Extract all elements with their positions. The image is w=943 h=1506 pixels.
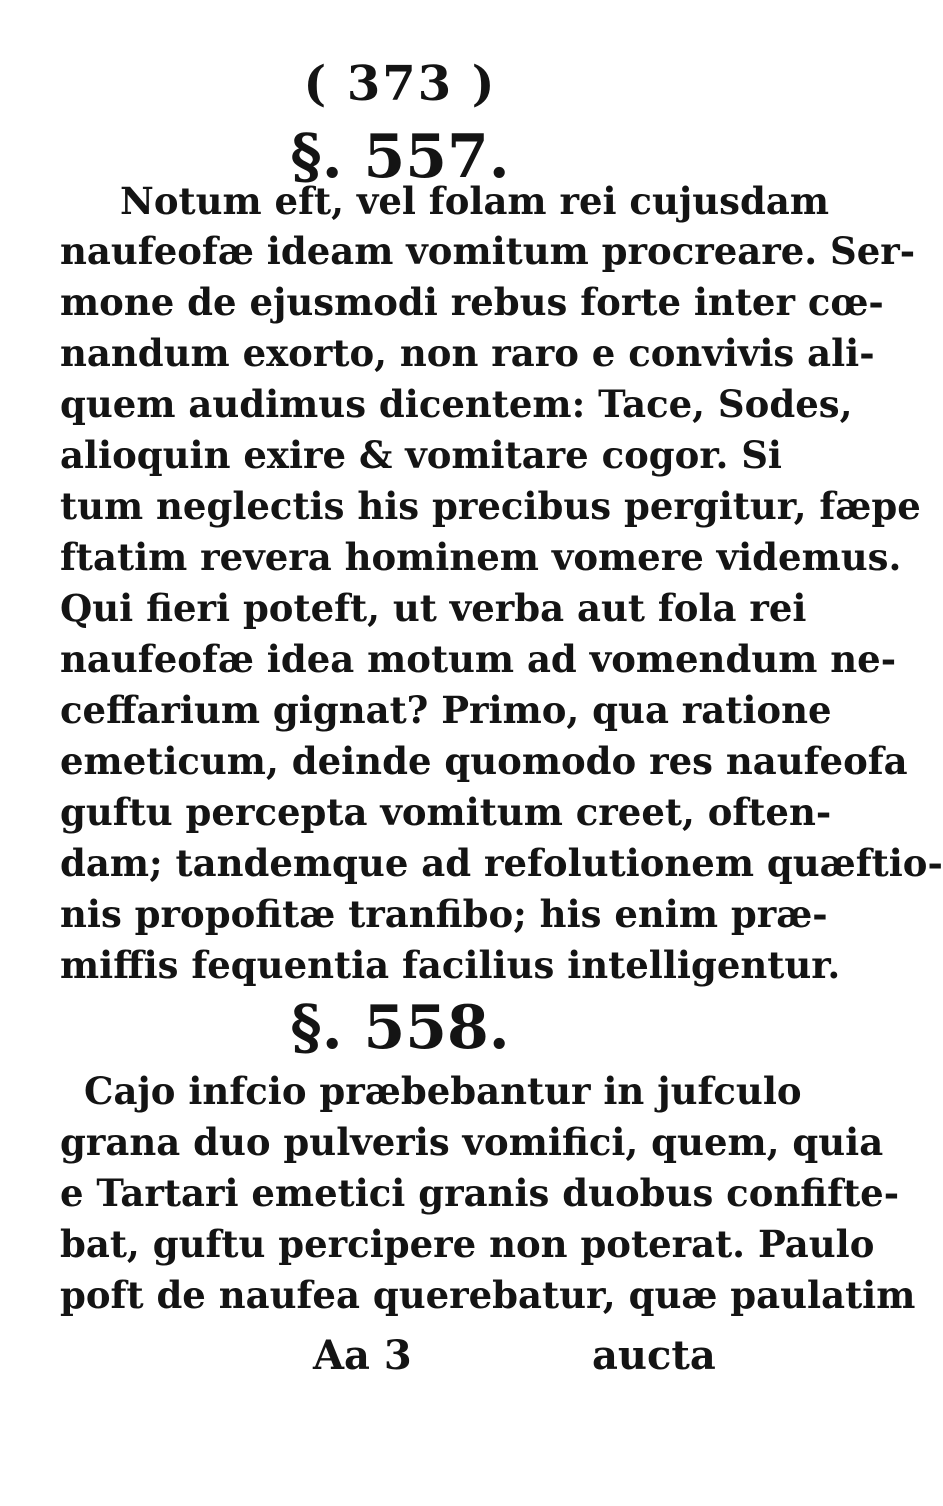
text-line: Notum eft, vel folam rei cujusdam: [120, 179, 829, 223]
text-line: grana duo pulveris vomifici, quem, quia: [60, 1120, 884, 1164]
text-line: dam; tandemque ad refolutionem quæftio-: [60, 841, 943, 885]
text-line: bat, guftu percipere non poterat. Paulo: [60, 1222, 875, 1266]
text-line: guftu percepta vomitum creet, often-: [60, 790, 832, 834]
text-line: emeticum, deinde quomodo res naufeofa: [60, 739, 908, 783]
page-number: ( 373 ): [303, 56, 497, 112]
text-line: nis propofitæ tranfibo; his enim præ-: [60, 892, 828, 936]
text-line: e Tartari emetici granis duobus confifte-: [60, 1171, 900, 1215]
text-line: nandum exorto, non raro e convivis ali-: [60, 331, 875, 375]
text-line: tum neglectis his precibus pergitur, fæpe: [60, 484, 921, 528]
text-line: alioquin exire & vomitare cogor. Si: [60, 433, 782, 477]
signature-mark: Aa 3: [313, 1332, 412, 1379]
text-line: quem audimus dicentem: Tace, Sodes,: [60, 382, 853, 426]
text-line: miffis fequentia facilius intelligentur.: [60, 943, 841, 987]
text-line: mone de ejusmodi rebus forte inter cœ-: [60, 280, 884, 324]
text-line: naufeofæ ideam vomitum procreare. Ser-: [60, 229, 916, 273]
text-line: Cajo infcio præbebantur in jufculo: [84, 1069, 802, 1113]
section-heading-557: §. 557.: [290, 122, 510, 192]
text-line: ceffarium gignat? Primo, qua ratione: [60, 688, 832, 732]
text-line: ftatim revera hominem vomere videmus.: [60, 535, 902, 579]
text-line: naufeofæ idea motum ad vomendum ne-: [60, 637, 897, 681]
text-line: poft de naufea querebatur, quæ paulatim: [60, 1273, 916, 1317]
catchword: aucta: [592, 1332, 716, 1379]
section-heading-558: §. 558.: [290, 993, 510, 1063]
text-line: Qui fieri poteft, ut verba aut fola rei: [60, 586, 807, 630]
